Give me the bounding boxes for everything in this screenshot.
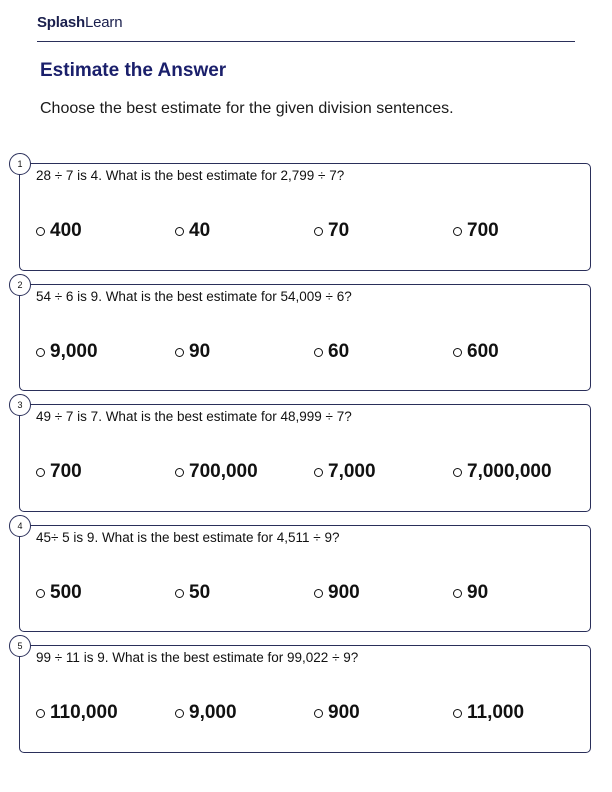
radio-circle-icon[interactable]	[175, 709, 184, 718]
answer-option-label: 90	[467, 582, 489, 603]
answer-option-label: 50	[189, 582, 211, 603]
answer-option-label: 500	[50, 582, 82, 603]
answer-option[interactable]	[36, 702, 118, 724]
question-card	[17, 400, 591, 512]
radio-circle-icon[interactable]	[36, 348, 45, 357]
radio-circle-icon[interactable]	[453, 468, 462, 477]
question-number-badge: 4	[9, 515, 31, 537]
answer-option-label: 700	[467, 220, 499, 241]
answer-option-label: 7,000	[328, 461, 376, 482]
answer-option-label: 900	[328, 702, 360, 723]
answer-option[interactable]	[453, 582, 488, 604]
question-number-badge: 3	[9, 394, 31, 416]
answer-option-label: 9,000	[50, 341, 98, 362]
answer-option[interactable]	[175, 220, 210, 242]
answer-option-label: 7,000,000	[467, 461, 552, 482]
brand-learn: Learn	[84, 14, 123, 31]
answer-option[interactable]	[175, 702, 237, 724]
splashlearn-logo	[37, 14, 122, 31]
answer-option-label: 70	[328, 220, 350, 241]
radio-circle-icon[interactable]	[36, 227, 45, 236]
radio-circle-icon[interactable]	[175, 589, 184, 598]
answer-option[interactable]	[36, 341, 98, 363]
answer-option-label: 90	[189, 341, 211, 362]
worksheet-title: Estimate the Answer	[40, 60, 227, 81]
answer-option[interactable]	[36, 220, 82, 242]
answer-option-label: 700	[50, 461, 82, 482]
answer-options	[36, 582, 590, 606]
question-text: 99 ÷ 11 is 9. What is the best estimate for 99,022 ÷ 9?	[36, 650, 359, 665]
answer-option-label: 600	[467, 341, 499, 362]
answer-option-label: 9,000	[189, 702, 237, 723]
radio-circle-icon[interactable]	[453, 348, 462, 357]
answer-option-label: 40	[189, 220, 211, 241]
answer-option-label: 400	[50, 220, 82, 241]
question-card	[17, 280, 591, 391]
radio-circle-icon[interactable]	[175, 227, 184, 236]
answer-option[interactable]	[314, 220, 349, 242]
radio-circle-icon[interactable]	[453, 709, 462, 718]
header-divider	[37, 41, 575, 42]
radio-circle-icon[interactable]	[314, 348, 323, 357]
question-text: 54 ÷ 6 is 9. What is the best estimate for 54,009 ÷ 6?	[36, 289, 352, 304]
answer-options	[36, 220, 590, 244]
answer-option-label: 60	[328, 341, 350, 362]
answer-option[interactable]	[36, 582, 82, 604]
answer-option[interactable]	[314, 582, 360, 604]
radio-circle-icon[interactable]	[314, 468, 323, 477]
radio-circle-icon[interactable]	[314, 709, 323, 718]
question-text: 28 ÷ 7 is 4. What is the best estimate for 2,799 ÷ 7?	[36, 168, 345, 183]
answer-options	[36, 461, 590, 485]
question-card	[17, 521, 591, 632]
radio-circle-icon[interactable]	[453, 589, 462, 598]
radio-circle-icon[interactable]	[175, 468, 184, 477]
radio-circle-icon[interactable]	[314, 227, 323, 236]
answer-option[interactable]	[314, 341, 349, 363]
answer-option[interactable]	[453, 341, 499, 363]
question-text: 49 ÷ 7 is 7. What is the best estimate for 48,999 ÷ 7?	[36, 409, 352, 424]
answer-option[interactable]	[314, 461, 376, 483]
radio-circle-icon[interactable]	[36, 709, 45, 718]
answer-option[interactable]	[314, 702, 360, 724]
answer-option[interactable]	[175, 341, 210, 363]
question-number-badge: 5	[9, 635, 31, 657]
answer-option[interactable]	[453, 702, 524, 724]
worksheet-instructions: Choose the best estimate for the given division sentences.	[40, 100, 454, 117]
answer-options	[36, 702, 590, 726]
radio-circle-icon[interactable]	[36, 589, 45, 598]
answer-option-label: 700,000	[189, 461, 258, 482]
answer-option[interactable]	[453, 461, 552, 483]
radio-circle-icon[interactable]	[314, 589, 323, 598]
answer-option[interactable]	[453, 220, 499, 242]
answer-option[interactable]	[36, 461, 82, 483]
question-text: 45÷ 5 is 9. What is the best estimate for 4,511 ÷ 9?	[36, 530, 340, 545]
radio-circle-icon[interactable]	[36, 468, 45, 477]
question-number-badge: 1	[9, 153, 31, 175]
brand-splash: Splash	[37, 14, 85, 31]
radio-circle-icon[interactable]	[175, 348, 184, 357]
radio-circle-icon[interactable]	[453, 227, 462, 236]
answer-options	[36, 341, 590, 365]
answer-option[interactable]	[175, 461, 258, 483]
answer-option-label: 110,000	[50, 702, 118, 723]
answer-option-label: 900	[328, 582, 360, 603]
question-number-badge: 2	[9, 274, 31, 296]
answer-option-label: 11,000	[467, 702, 525, 723]
question-card	[17, 641, 591, 753]
question-card	[17, 159, 591, 271]
answer-option[interactable]	[175, 582, 210, 604]
